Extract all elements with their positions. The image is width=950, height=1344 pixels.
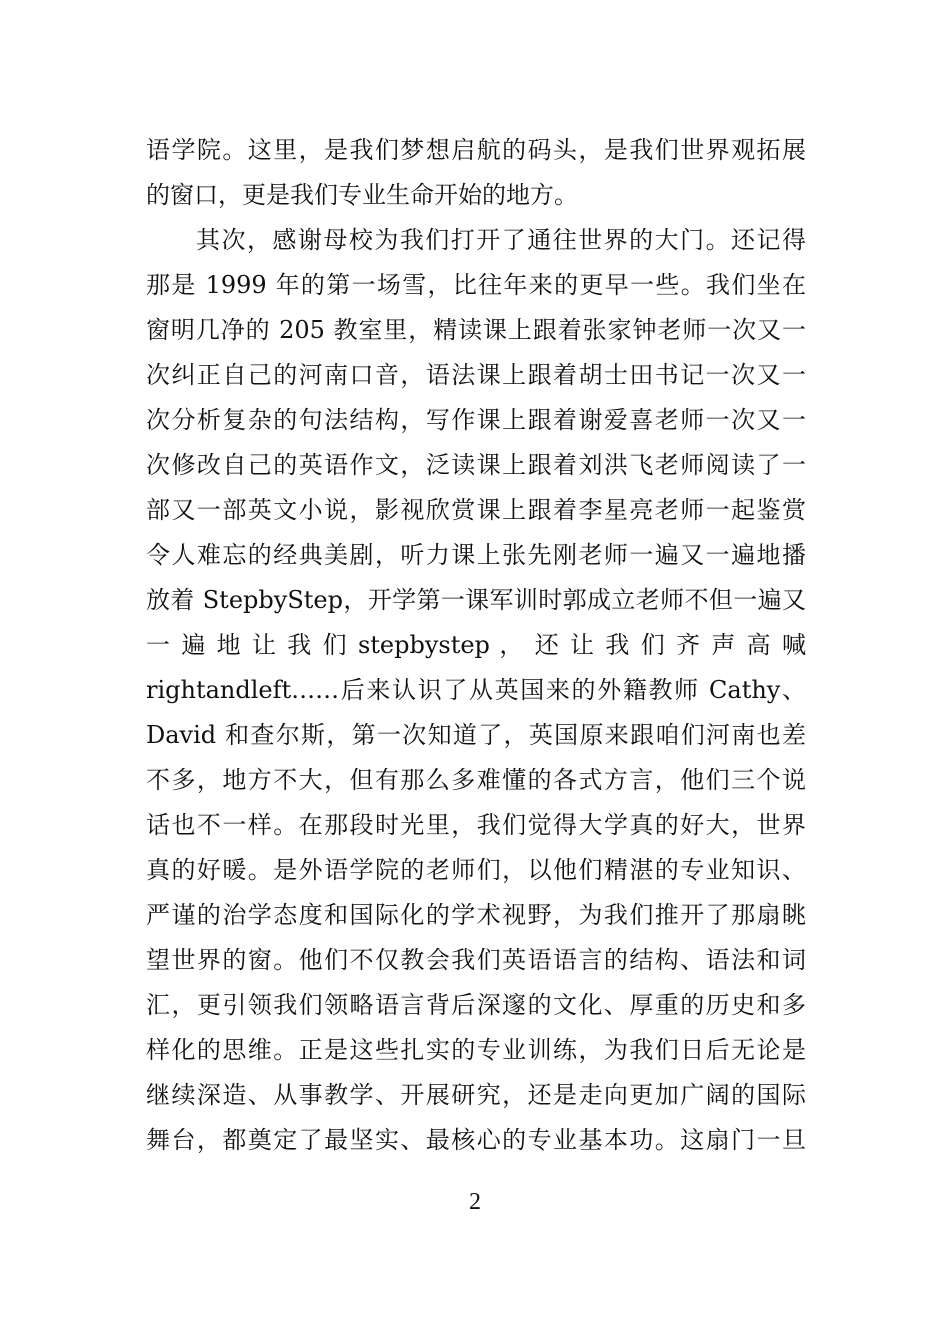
- text-line: 那是 1999 年的第一场雪，比往年来的更早一些。我们坐在: [146, 271, 806, 299]
- text-line: 话也不一样。在那段时光里，我们觉得大学真的好大，世界: [146, 811, 806, 839]
- text-line: 令人难忘的经典美剧，听力课上张先刚老师一遍又一遍地播: [146, 541, 806, 569]
- text-line: 不多，地方不大，但有那么多难懂的各式方言，他们三个说: [146, 766, 806, 794]
- text-line: 一 遍 地 让 我 们 stepbystep ， 还 让 我 们 齐 声 高 喊: [146, 631, 806, 659]
- page-number: 2: [469, 1189, 481, 1215]
- text-line: David 和查尔斯，第一次知道了，英国原来跟咱们河南也差: [146, 721, 806, 749]
- text-line: 其次，感谢母校为我们打开了通往世界的大门。还记得: [196, 226, 806, 254]
- text-line: 次修改自己的英语作文，泛读课上跟着刘洪飞老师阅读了一: [146, 451, 806, 479]
- body-text: [146, 128, 806, 1163]
- text-line: 舞台，都奠定了最坚实、最核心的专业基本功。这扇门一旦: [146, 1126, 806, 1154]
- text-line: 严谨的治学态度和国际化的学术视野，为我们推开了那扇眺: [146, 901, 806, 929]
- text-line: 的窗口，更是我们专业生命开始的地方。: [146, 181, 578, 209]
- text-line: 望世界的窗。他们不仅教会我们英语语言的结构、语法和词: [146, 946, 806, 974]
- text-line: 真的好暖。是外语学院的老师们，以他们精湛的专业知识、: [146, 856, 806, 884]
- text-line: 继续深造、从事教学、开展研究，还是走向更加广阔的国际: [146, 1081, 806, 1109]
- text-line: 放着 StepbyStep，开学第一课军训时郭成立老师不但一遍又: [146, 586, 806, 614]
- text-line: rightandleft……后来认识了从英国来的外籍教师 Cathy、: [146, 676, 806, 704]
- text-line: 次分析复杂的句法结构，写作课上跟着谢爱喜老师一次又一: [146, 406, 806, 434]
- text-line: 次纠正自己的河南口音，语法课上跟着胡士田书记一次又一: [146, 361, 806, 389]
- text-line: 部又一部英文小说，影视欣赏课上跟着李星亮老师一起鉴赏: [146, 496, 806, 524]
- text-line: 语学院。这里，是我们梦想启航的码头，是我们世界观拓展: [146, 136, 806, 164]
- text-line: 窗明几净的 205 教室里，精读课上跟着张家钟老师一次又一: [146, 316, 806, 344]
- text-line: 汇，更引领我们领略语言背后深邃的文化、厚重的历史和多: [146, 991, 806, 1019]
- text-line: 样化的思维。正是这些扎实的专业训练，为我们日后无论是: [146, 1036, 806, 1064]
